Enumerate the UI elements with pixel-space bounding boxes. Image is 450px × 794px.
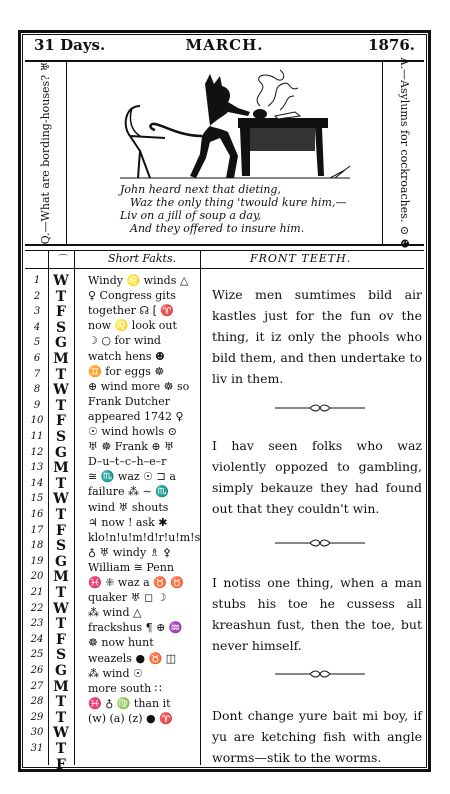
day-number: 17 [30,524,44,536]
weekday-letter: M [53,460,69,477]
day-number: 9 [33,399,41,411]
weekday-letter: T [55,288,67,305]
fakt-line: Frank Dutcher [88,394,171,408]
weekday-letter: T [55,694,67,711]
fakt-line: ☉ wind howls ⊙ [88,425,177,438]
days-count: 31 Days. [34,36,106,54]
fakt-line: ♓ ⁜ waz a ♉ ♉ [88,576,185,589]
poem [110,183,360,235]
poem-line: Waz the only thing 'twould kure him,— [130,196,347,209]
weekday-letter: G [55,444,67,461]
fakt-line: ♀ Congress gits [88,289,176,303]
weekday-letter: M [53,569,69,586]
weekday-letter: F [56,522,66,539]
weekday-letter: T [55,709,67,726]
fakt-line: ☸ now hunt [88,636,154,650]
essay-text: Dont change yure bait mi boy, if yu are ketching fish with angle worms—stik to the worms. [212,708,422,765]
weekday-letter: T [55,397,67,414]
weekday-letter: M [53,678,69,695]
day-number: 12 [30,446,44,458]
weekday-letter: T [55,616,67,633]
weekday-letter: G [55,663,67,679]
day-number: 11 [30,431,44,442]
weekday-letter: F [56,756,66,773]
table-header-rule [25,268,424,269]
fakt-line: quaker ♅ ◻ ☽ [88,591,167,605]
day-number: 3 [33,306,41,318]
day-number: 29 [30,711,44,723]
day-number: 24 [30,633,44,645]
weekday-letter: W [53,725,69,742]
fakt-line: klo!n!u!m!d!r!u!m!s [88,530,201,544]
answer-column [382,57,424,249]
short-fakts-header: Short Fakts. [108,252,177,265]
weekday-letter: S [55,319,67,336]
day-number: 7 [33,368,41,380]
day-number: 21 [30,587,44,598]
fakt-line: frackshus ¶ ⊕ ♒ [88,621,183,635]
weekday-letter: S [55,429,67,445]
day-number: 2 [33,290,41,302]
fakt-line: ☽ ○ for wind [88,334,161,348]
poem-line: And they offered to insure him. [130,222,305,235]
fakt-line: ♓ ♁ ♍ than it [88,696,171,710]
weekday-letter: T [55,366,67,383]
fakt-line: ⁂ wind ☉ [88,666,143,680]
table-top-rule [25,250,424,251]
fakt-line: (w) (a) (z) ● ♈ [88,711,173,725]
fakt-line: wind ♅ shouts [88,500,169,514]
fakt-line: weazels ● ♉ ◫ [88,651,177,665]
fakt-line: D–u–t–c–h–e–r [88,455,167,469]
day-number: 22 [30,602,44,614]
day-number: 28 [30,696,44,708]
essay-paragraph [212,284,422,389]
weekday-letter: T [55,741,67,757]
ornament-divider [270,670,370,678]
fakt-line: ♃ now ! ask ✱ [88,515,168,529]
weekday-letter: W [53,491,69,508]
question-column [25,60,67,246]
day-number: 16 [30,509,44,520]
day-number: 5 [33,337,41,349]
fakt-line: more south ∷ [88,681,162,695]
essay-paragraph [212,572,422,656]
weekday-letter: F [56,631,66,648]
weekday-letter: S [55,538,67,555]
weekday-letter: G [55,553,67,570]
essay-paragraph [212,705,422,768]
column-divider [48,250,49,765]
calendar-header [18,36,431,60]
front-teeth-header: FRONT TEETH. [250,252,352,265]
fakt-line: ≅ ♏ waz ☉ ⊐ a [88,470,176,484]
weekday-letter: F [56,304,66,321]
weekday-letter: W [53,382,69,399]
day-number: 26 [30,665,44,676]
column-divider [200,250,201,765]
poem-line: John heard next that dieting, [120,183,281,196]
essay-text: I notiss one thing, when a man stubs his toe he cussess all kreashun fust, then the toe, but never himself. [212,575,422,653]
fakt-line: appeared 1742 ♀ [88,409,184,423]
weekday-letter: M [53,351,69,367]
day-number: 23 [30,618,44,630]
weekday-letter: W [53,600,69,617]
question-text: Q.—What are bording-houses? ♅ [38,61,52,245]
fakt-line: ⁂ wind △ [88,606,142,620]
day-number: 4 [33,321,41,333]
fakt-line: now ♌ look out [88,319,177,333]
day-number: 6 [33,353,41,364]
day-number: 14 [30,477,44,489]
fakt-line: William ≅ Penn [88,560,174,574]
weekday-letter: T [55,475,67,492]
day-number: 8 [33,384,41,396]
fakt-line: ♁ ♅ windy ♗ ⚴ [88,545,172,559]
day-number: 13 [30,462,44,474]
ornament-divider [270,539,370,547]
poem-line: Liv on a jill of soup a day, [120,209,262,222]
day-number: 19 [30,555,44,567]
fakt-line: ♊ for eggs ☸ [88,364,165,378]
fakt-line: failure ⁂ ∼ ♏ [88,485,169,499]
answer-text: A.—Asylums for cockroaches. ⊙ ☻ [397,57,411,249]
essay-text: Wize men sumtimes bild air kastles just for the fun ov the thing, it iz only the phools who bild them, and then undertake to liv in them. [212,287,422,386]
year: 1876. [368,36,415,54]
day-number: 20 [30,571,44,583]
day-number: 15 [30,493,44,505]
weekday-letter: F [56,413,66,430]
weekday-letter: W [53,273,69,289]
devil-writing-at-desk-icon [110,66,360,184]
weekday-letter: T [55,585,67,601]
fakt-line: Windy ♌ winds △ [88,274,189,287]
column-divider [74,250,75,765]
day-number: 10 [30,415,44,427]
essay-text: I hav seen folks who waz violently oppozed to gambling, simply bekauze they had found out that they couldn't win. [212,438,422,516]
weekday-column-header: ⌒ [58,255,68,266]
essay-paragraph [212,435,422,519]
weekday-letter: S [55,647,67,664]
month-title: MARCH. [185,36,264,54]
day-number: 25 [30,649,44,661]
fakt-line: watch hens ☻ [88,349,165,363]
weekday-letter: G [55,335,67,352]
day-number: 27 [30,680,44,692]
weekday-letter: T [55,507,67,523]
day-number: 30 [30,727,44,739]
day-number: 18 [30,540,44,552]
fakt-line: ♅ ☸ Frank ⊕ ♅ [88,440,174,454]
ornament-divider [270,404,370,412]
fakt-line: together ☊ [ ♈ [88,304,175,318]
day-number: 31 [30,743,44,754]
fakt-line: ⊕ wind more ☸ so [88,379,190,393]
day-number: 1 [33,275,41,286]
